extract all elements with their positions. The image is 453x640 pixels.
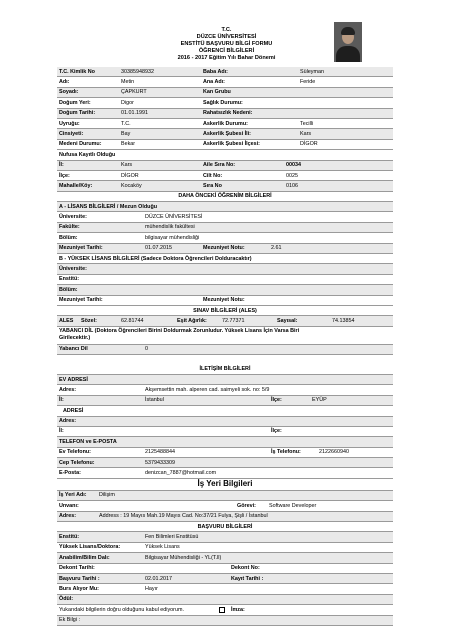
value-bolum: bilgisayar mühendisliği xyxy=(145,234,200,241)
value-universite: DÜZCE ÜNİVERSİTESİ xyxy=(145,214,203,221)
value-sozel: 62.81744 xyxy=(121,317,144,324)
label-mezuniyet-tarihi: Mezuniyet Tarihi: xyxy=(59,245,103,252)
value-mezuniyet-tarihi: 01.07.2015 xyxy=(145,245,172,252)
row-app-title xyxy=(57,522,393,532)
label-sayisal: Sayısal: xyxy=(277,317,298,324)
work-title: İş Yeri Bilgileri xyxy=(197,478,253,488)
value-sira: 0106 xyxy=(286,182,298,189)
label-kimlik: T.C. Kimlik No xyxy=(59,68,95,75)
value-ev-tel: 2125488844 xyxy=(145,449,175,456)
row-ev-tel xyxy=(57,448,393,458)
label-ana: Ana Adı: xyxy=(203,78,225,85)
row-edu-title xyxy=(57,192,393,202)
value-mezuniyet-notu: 2.61 xyxy=(271,245,282,252)
label-mahalle: Mahalle/Köy: xyxy=(59,182,93,189)
consent-checkbox[interactable] xyxy=(219,607,225,613)
label-eposta: E-Posta: xyxy=(59,470,81,477)
row-burs xyxy=(57,584,393,594)
label-aile-sira: Aile Sıra No: xyxy=(203,162,236,169)
header-term: 2016 - 2017 Eğitim Yılı Bahar Dönemi xyxy=(177,55,276,61)
label-yl-enstitu: Enstitü: xyxy=(59,276,80,283)
value-dogum-tarihi: 01.01.1991 xyxy=(121,110,148,117)
label-is-adres: Adres: xyxy=(59,418,77,425)
row-kimlik xyxy=(57,67,393,77)
value-kimlik: 30385948932 xyxy=(121,68,154,75)
label-dogum-tarihi: Doğum Tarihi: xyxy=(59,110,96,117)
value-ana: Feride xyxy=(300,78,316,85)
label-sira: Sıra No xyxy=(203,182,222,189)
label-baba: Baba Adı: xyxy=(203,68,228,75)
row-eposta xyxy=(57,468,393,478)
lisans-title: A - LİSANS BİLGİLERİ / Mezun Olduğu xyxy=(59,203,158,210)
label-dekont-tarih: Dekont Tarihi: xyxy=(59,565,95,572)
value-baba: Süleyman xyxy=(300,68,324,75)
value-aile-sira: 00034 xyxy=(286,162,301,169)
row-app-enstitu xyxy=(57,532,393,542)
value-app-program: Yüksek Lisans xyxy=(145,544,180,551)
value-medeni: Bekar xyxy=(121,141,136,148)
label-rahatsizlik: Rahatsızlık Nedeni: xyxy=(203,110,253,117)
row-nufus-ilce xyxy=(57,171,393,181)
label-yl-mezuniyet-tarihi: Mezuniyet Tarihi: xyxy=(59,297,103,304)
value-fakulte: mühendislik fakültesi xyxy=(145,224,195,231)
label-yabanci-dil: Yabancı Dil xyxy=(59,346,88,353)
lang-note-line1: YABANCI DİL (Doktora Öğrencileri Birini Doldurmak Zorunludur. Yüksek Lisans İçin Varsa Biri xyxy=(59,327,300,334)
ev-adresi-title: EV ADRESİ xyxy=(59,376,88,383)
value-mahalle: Kocaköy xyxy=(121,182,142,189)
value-eposta: denizcan_7887@hotmail.com xyxy=(145,470,217,477)
row-edu-fakulte xyxy=(57,223,393,233)
label-uyruk: Uyruğu: xyxy=(59,120,80,127)
row-uyruk xyxy=(57,119,393,129)
row-odul xyxy=(57,595,393,605)
label-universite: Üniversite: xyxy=(59,214,87,221)
row-edu-b-title xyxy=(57,254,393,264)
label-askerlik: Askerlik Durumu: xyxy=(203,120,248,127)
label-app-enstitu: Enstitü: xyxy=(59,534,80,540)
value-isyeri: Dilişim xyxy=(99,492,115,499)
label-ev-ilce: İlçe: xyxy=(271,397,282,404)
value-cilt: 0025 xyxy=(286,172,298,179)
header-form-title: ENSTİTÜ BAŞVURU BİLGİ FORMU xyxy=(180,41,273,47)
value-app-enstitu: Fen Bilimleri Enstitüsü xyxy=(145,534,199,540)
value-askerlik-ilce: DİGOR xyxy=(300,141,318,148)
label-burs: Burs Alıyor Mu: xyxy=(59,585,99,592)
value-is-tel: 2122660940 xyxy=(319,449,349,456)
lang-note-line2: Girilecektir.) xyxy=(59,335,91,342)
label-medeni: Medeni Durumu: xyxy=(59,141,102,148)
label-ales: ALES xyxy=(59,317,74,324)
value-app-anabilim: Bilgisayar Mühendisliği - YL(T.ll) xyxy=(145,554,222,561)
row-edu-b-mezuniyet xyxy=(57,296,393,306)
label-sozel: Sözel: xyxy=(81,317,97,324)
telefon-title: TELEFON ve E-POSTA xyxy=(59,438,117,445)
label-is-ilce: İlçe: xyxy=(271,428,282,435)
value-askerlik: Tecilli xyxy=(300,120,314,127)
row-ales xyxy=(57,316,393,326)
label-ev-il: İl: xyxy=(59,397,64,404)
label-dogum-yeri: Doğum Yeri: xyxy=(59,99,91,106)
value-nufus-il: Kars xyxy=(121,162,133,169)
label-yl-bolum: Bölüm: xyxy=(59,286,78,293)
row-basvuru xyxy=(57,574,393,584)
label-kan: Kan Grubu xyxy=(203,89,231,96)
label-isyeri: İş Yeri Adı: xyxy=(59,492,87,499)
yuksek-lisans-title: B - YÜKSEK LİSANS BİLGİLERİ (Sadece Doktora Öğrencileri Dolduracaktır) xyxy=(59,255,252,262)
row-contact-title xyxy=(57,365,393,375)
label-askerlik-il: Askerlik Şubesi İli: xyxy=(203,130,251,137)
header-tc: T.C. xyxy=(221,27,232,33)
value-dogum-yeri: Digor xyxy=(121,99,134,106)
row-lang xyxy=(57,345,393,355)
consent-text: Yukarıdaki bilgilerin doğru olduğunu kabul ediyorum. xyxy=(59,606,184,613)
row-edu-b-enstitu xyxy=(57,275,393,285)
label-cilt: Cilt No: xyxy=(203,172,223,179)
label-app-program: Yüksek Lisans/Doktora: xyxy=(59,544,121,551)
label-nufus-il: İl: xyxy=(59,162,64,169)
row-dogum-tarihi xyxy=(57,109,393,119)
value-ev-adres: Akşemsettin mah. alperen cad. saimyeli sok. no: 5/9 xyxy=(145,386,270,393)
form-body xyxy=(57,67,393,626)
value-gorev: Software Developer xyxy=(269,502,317,509)
label-esit: Eşit Ağırlık: xyxy=(177,317,207,324)
row-nufus-il xyxy=(57,161,393,171)
label-kayit-tarihi: Kayıt Tarihi : xyxy=(231,575,264,582)
row-isyeri xyxy=(57,491,393,501)
contact-title: İLETİŞİM BİLGİLERİ xyxy=(199,366,251,373)
row-is-title xyxy=(57,406,393,416)
label-ek-bilgi: Ek Bilgi : xyxy=(59,617,80,624)
row-medeni xyxy=(57,140,393,150)
row-app-program xyxy=(57,543,393,553)
label-nufus-ilce: İlçe: xyxy=(59,172,70,179)
label-mezuniyet-notu: Mezuniyet Notu: xyxy=(203,245,245,252)
value-soyadi: ÇAPKURT xyxy=(121,89,147,96)
row-edu-uni xyxy=(57,212,393,222)
row-onay xyxy=(57,605,393,615)
label-app-anabilim: Anabilim/Bilim Dalı: xyxy=(59,554,110,561)
label-cep: Cep Telefonu: xyxy=(59,459,95,466)
value-nufus-ilce: DİGOR xyxy=(121,172,139,179)
row-edu-b-uni xyxy=(57,264,393,274)
spacer xyxy=(57,355,393,364)
row-ev-adres xyxy=(57,385,393,395)
value-yabanci-dil: 0 xyxy=(145,346,148,353)
row-lang-note xyxy=(57,327,393,345)
row-ev-title xyxy=(57,375,393,385)
nufus-title: Nufusa Kayıtlı Olduğu xyxy=(59,151,116,158)
label-cinsiyet: Cinsiyeti: xyxy=(59,130,84,137)
row-cep xyxy=(57,458,393,468)
row-ev-il xyxy=(57,396,393,406)
label-is-tel: İş Telefonu: xyxy=(271,449,301,456)
label-odul: Ödül: xyxy=(59,596,74,603)
header-student-info: ÖĞRENCİ BİLGİLERİ xyxy=(198,48,255,54)
row-adi xyxy=(57,77,393,87)
value-ev-ilce: EYÜP xyxy=(312,397,327,404)
label-ev-adres: Adres: xyxy=(59,386,77,393)
row-work-adres xyxy=(57,512,393,522)
row-ek-bilgi xyxy=(57,616,393,626)
row-nufus-mahalle xyxy=(57,181,393,191)
label-is-il: İl: xyxy=(59,428,64,435)
value-burs: Hayır xyxy=(145,585,158,592)
row-edu-a-title xyxy=(57,202,393,212)
value-cinsiyet: Bay xyxy=(121,130,131,137)
row-unvan xyxy=(57,501,393,511)
row-soyadi xyxy=(57,88,393,98)
label-soyadi: Soyadı: xyxy=(59,89,79,96)
value-ev-il: İstanbul xyxy=(145,397,164,404)
value-uyruk: T.C. xyxy=(121,120,131,127)
value-sayisal: 74.13854 xyxy=(332,317,355,324)
label-askerlik-ilce: Askerlik Şubesi İlçesi: xyxy=(203,141,260,148)
header-university: DÜZCE ÜNİVERSİTESİ xyxy=(196,34,257,40)
row-dogum-yeri xyxy=(57,98,393,108)
label-imza: İmza: xyxy=(231,606,245,613)
row-edu-b-bolum xyxy=(57,285,393,295)
row-dekont xyxy=(57,564,393,574)
student-photo xyxy=(334,22,362,62)
value-basvuru-tarihi: 02.01.2017 xyxy=(145,575,172,582)
label-basvuru-tarihi: Başvuru Tarihi : xyxy=(59,575,100,582)
row-is-il xyxy=(57,427,393,437)
label-saglik: Sağlık Durumu: xyxy=(203,99,243,106)
value-askerlik-il: Kars xyxy=(300,130,312,137)
label-yl-mezuniyet-notu: Mezuniyet Notu: xyxy=(203,297,245,304)
label-dekont-no: Dekont No: xyxy=(231,565,260,572)
label-work-adres: Adres: xyxy=(59,513,77,520)
label-gorev: Görevi: xyxy=(237,502,256,509)
row-exam-title xyxy=(57,306,393,316)
row-cinsiyet xyxy=(57,129,393,139)
label-bolum: Bölüm: xyxy=(59,234,78,241)
value-cep: 5379433309 xyxy=(145,459,175,466)
label-unvan: Unvanı: xyxy=(59,502,79,509)
value-adi: Metin xyxy=(121,78,135,85)
label-adi: Adı: xyxy=(59,78,70,85)
is-adresi-title: ADRESİ xyxy=(63,407,84,414)
row-edu-mezuniyet xyxy=(57,244,393,254)
row-edu-bolum xyxy=(57,233,393,243)
education-title: DAHA ÖNCEKİ ÖĞRENİM BİLGİLERİ xyxy=(178,193,272,200)
row-tel-title xyxy=(57,437,393,447)
application-title: BAŞVURU BİLGİLERİ xyxy=(197,523,253,530)
row-app-anabilim xyxy=(57,553,393,563)
exam-title: SINAV BİLGİLERİ (ALES) xyxy=(193,307,257,314)
label-yl-universite: Üniversite: xyxy=(59,266,87,273)
row-work-title xyxy=(57,479,393,491)
row-nufus-title xyxy=(57,150,393,160)
label-fakulte: Fakülte: xyxy=(59,224,80,231)
label-ev-tel: Ev Telefonu: xyxy=(59,449,91,456)
value-esit: 72.77371 xyxy=(222,317,245,324)
value-work-adres: Address : 19 Mayıs Mah.19 Mayıs Cad. No:37/21 Fulya, Şişli / İstanbul xyxy=(99,513,268,520)
row-is-adres xyxy=(57,417,393,427)
